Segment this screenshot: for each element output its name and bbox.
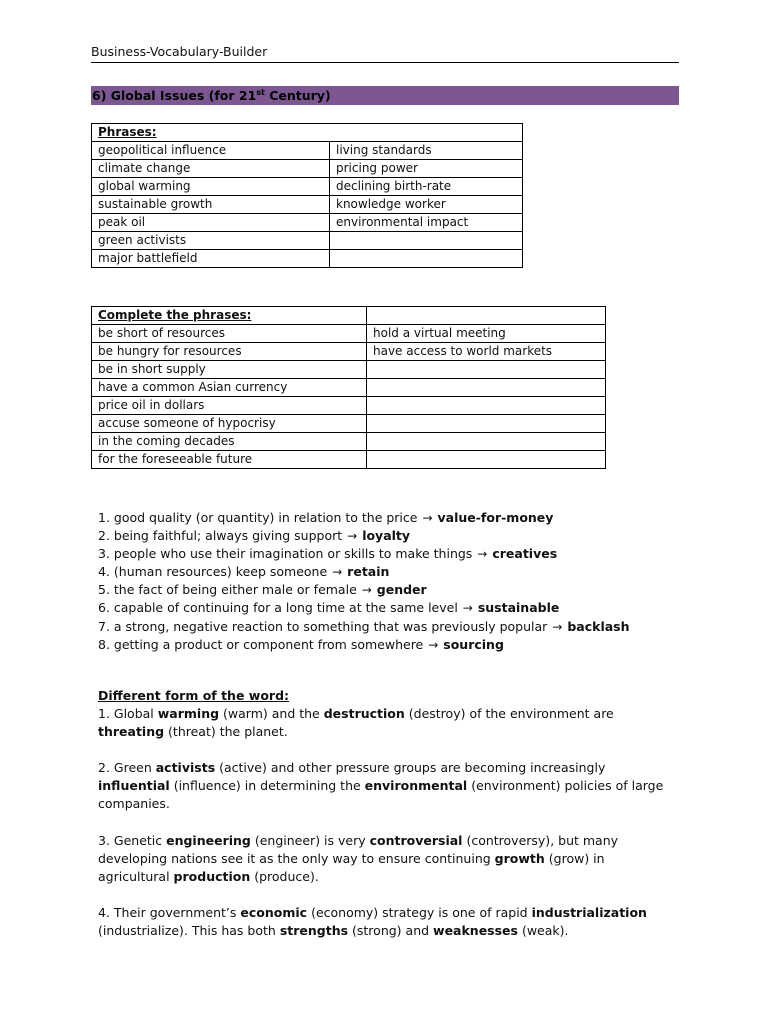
phrase-cell — [367, 397, 606, 415]
table-row — [92, 451, 606, 469]
section-title-suffix: Century) — [264, 88, 331, 103]
word-form-answer: weaknesses — [433, 922, 518, 938]
phrase-cell: be in short supply — [92, 361, 367, 379]
word-form-paragraph — [98, 904, 678, 940]
phrase-cell: be hungry for resources — [92, 343, 367, 361]
word-form-paragraph — [98, 832, 678, 886]
arrow-icon: → — [552, 619, 563, 634]
word-form-answer: warming — [157, 706, 220, 722]
table-row — [92, 433, 606, 451]
phrase-cell: peak oil — [92, 214, 330, 232]
word-form-text: (active) and other pressure groups are becoming increasingly — [215, 760, 606, 776]
complete-phrases-table — [91, 306, 606, 469]
table-row — [92, 160, 523, 178]
section-title-superscript: st — [256, 88, 265, 97]
word-form-text: (produce). — [250, 868, 319, 884]
table-row — [92, 415, 606, 433]
table-row — [92, 397, 606, 415]
word-form-text: (warm) and the — [219, 706, 324, 722]
word-form-text: (economy) strategy is one of rapid — [307, 904, 532, 920]
vocab-answer: backlash — [567, 618, 630, 634]
phrase-cell: knowledge worker — [330, 196, 523, 214]
word-form-answer: threating — [98, 724, 165, 740]
vocab-definition: 6. capable of continuing for a long time at the same level — [98, 600, 462, 616]
word-form-text: (destroy) of the environment are — [404, 706, 614, 722]
phrases-table — [91, 123, 523, 268]
phrase-cell: living standards — [330, 142, 523, 160]
word-form-text: (strong) and — [348, 922, 434, 938]
table-row — [92, 250, 523, 268]
word-form-text: (environment) policies of large companies. — [98, 778, 664, 812]
vocab-definition: 2. being faithful; always giving support — [98, 528, 347, 544]
vocab-item — [98, 636, 630, 654]
complete-phrases-heading: Complete the phrases: — [92, 307, 367, 325]
word-forms-heading: Different form of the word: — [98, 688, 290, 703]
phrase-cell — [330, 232, 523, 250]
complete-phrases-heading-empty — [367, 307, 606, 325]
vocab-definition: 3. people who use their imagination or skills to make things — [98, 546, 477, 562]
word-form-paragraph — [98, 759, 678, 813]
vocab-definition: 7. a strong, negative reaction to something that was previously popular — [98, 618, 552, 634]
phrase-cell — [367, 451, 606, 469]
phrase-cell: in the coming decades — [92, 433, 367, 451]
phrase-cell — [367, 433, 606, 451]
arrow-icon: → — [422, 511, 433, 525]
vocab-answer: retain — [347, 564, 390, 580]
phrase-cell — [367, 361, 606, 379]
word-form-answer: engineering — [166, 832, 251, 848]
arrow-icon: → — [477, 547, 488, 562]
vocab-answer: value-for-money — [437, 510, 554, 525]
word-form-answer: production — [173, 868, 251, 884]
phrase-cell: accuse someone of hypocrisy — [92, 415, 367, 433]
phrase-cell: climate change — [92, 160, 330, 178]
word-form-answer: strengths — [279, 922, 349, 938]
arrow-icon: → — [361, 583, 372, 598]
table-row — [92, 343, 606, 361]
word-form-text: 4. Their government’s — [98, 904, 241, 920]
phrase-cell: geopolitical influence — [92, 142, 330, 160]
word-form-answer: environmental — [364, 778, 468, 794]
phrase-cell: environmental impact — [330, 214, 523, 232]
word-form-answer: influential — [98, 778, 170, 794]
table-row — [92, 379, 606, 397]
word-forms-section — [98, 687, 678, 958]
vocab-definition: 1. good quality (or quantity) in relation to the price — [98, 510, 422, 525]
vocab-item — [98, 581, 630, 599]
table-row — [92, 178, 523, 196]
phrase-cell: for the foreseeable future — [92, 451, 367, 469]
phrase-cell: declining birth-rate — [330, 178, 523, 196]
phrase-cell: sustainable growth — [92, 196, 330, 214]
vocab-answer: loyalty — [362, 528, 411, 544]
phrase-cell — [367, 415, 606, 433]
word-form-text: 3. Genetic — [98, 832, 167, 848]
word-form-text: (industrialize). This has both — [98, 922, 280, 938]
vocab-item — [98, 599, 630, 617]
word-form-text: 2. Green — [98, 760, 156, 776]
word-form-text: 1. Global — [98, 706, 158, 722]
phrase-cell: pricing power — [330, 160, 523, 178]
phrase-cell: global warming — [92, 178, 330, 196]
vocab-item — [98, 618, 630, 636]
phrases-table-heading: Phrases: — [92, 124, 523, 142]
word-form-answer: controversial — [369, 832, 463, 848]
phrase-cell: major battlefield — [92, 250, 330, 268]
phrase-cell: price oil in dollars — [92, 397, 367, 415]
word-form-text: (grow) in agricultural — [98, 850, 605, 884]
table-row — [92, 325, 606, 343]
arrow-icon: → — [428, 637, 439, 652]
word-form-answer: activists — [155, 760, 216, 776]
table-row — [92, 142, 523, 160]
table-row — [92, 214, 523, 232]
arrow-icon: → — [462, 601, 473, 616]
vocab-definition: 8. getting a product or component from somewhere — [98, 636, 428, 652]
table-row — [92, 232, 523, 250]
vocab-item — [98, 545, 630, 563]
phrase-cell: green activists — [92, 232, 330, 250]
vocab-answer: sourcing — [443, 636, 504, 652]
phrase-cell: be short of resources — [92, 325, 367, 343]
phrase-cell — [330, 250, 523, 268]
vocab-item — [98, 563, 630, 581]
vocabulary-list — [98, 509, 630, 654]
vocab-answer: sustainable — [477, 600, 560, 616]
section-title — [91, 86, 679, 105]
phrase-cell: have access to world markets — [367, 343, 606, 361]
vocab-answer: gender — [376, 582, 427, 598]
arrow-icon: → — [347, 529, 358, 544]
vocab-item — [98, 527, 630, 545]
word-form-answer: economic — [240, 904, 308, 920]
phrase-cell — [367, 379, 606, 397]
vocab-answer: creatives — [492, 546, 558, 562]
word-form-text: (threat) the planet. — [164, 724, 288, 740]
word-form-answer: destruction — [323, 706, 405, 722]
table-row — [92, 361, 606, 379]
document-header: Business-Vocabulary-Builder — [91, 44, 679, 63]
word-form-answer: industrialization — [531, 904, 647, 920]
phrase-cell: have a common Asian currency — [92, 379, 367, 397]
phrase-cell: hold a virtual meeting — [367, 325, 606, 343]
word-form-text: (weak). — [517, 922, 569, 938]
vocab-definition: 5. the fact of being either male or female — [98, 582, 361, 598]
arrow-icon: → — [332, 565, 343, 580]
word-form-text: (engineer) is very — [250, 832, 370, 848]
word-form-paragraph — [98, 705, 678, 741]
vocab-definition: 4. (human resources) keep someone — [98, 564, 332, 580]
table-row — [92, 196, 523, 214]
section-title-prefix: 6) Global Issues (for 21 — [92, 88, 257, 103]
word-form-text: (controversy), but many developing nations see it as the only way to ensure continuing — [98, 832, 619, 866]
vocab-item — [98, 509, 630, 527]
word-form-answer: growth — [494, 850, 545, 866]
word-form-text: (influence) in determining the — [169, 778, 365, 794]
